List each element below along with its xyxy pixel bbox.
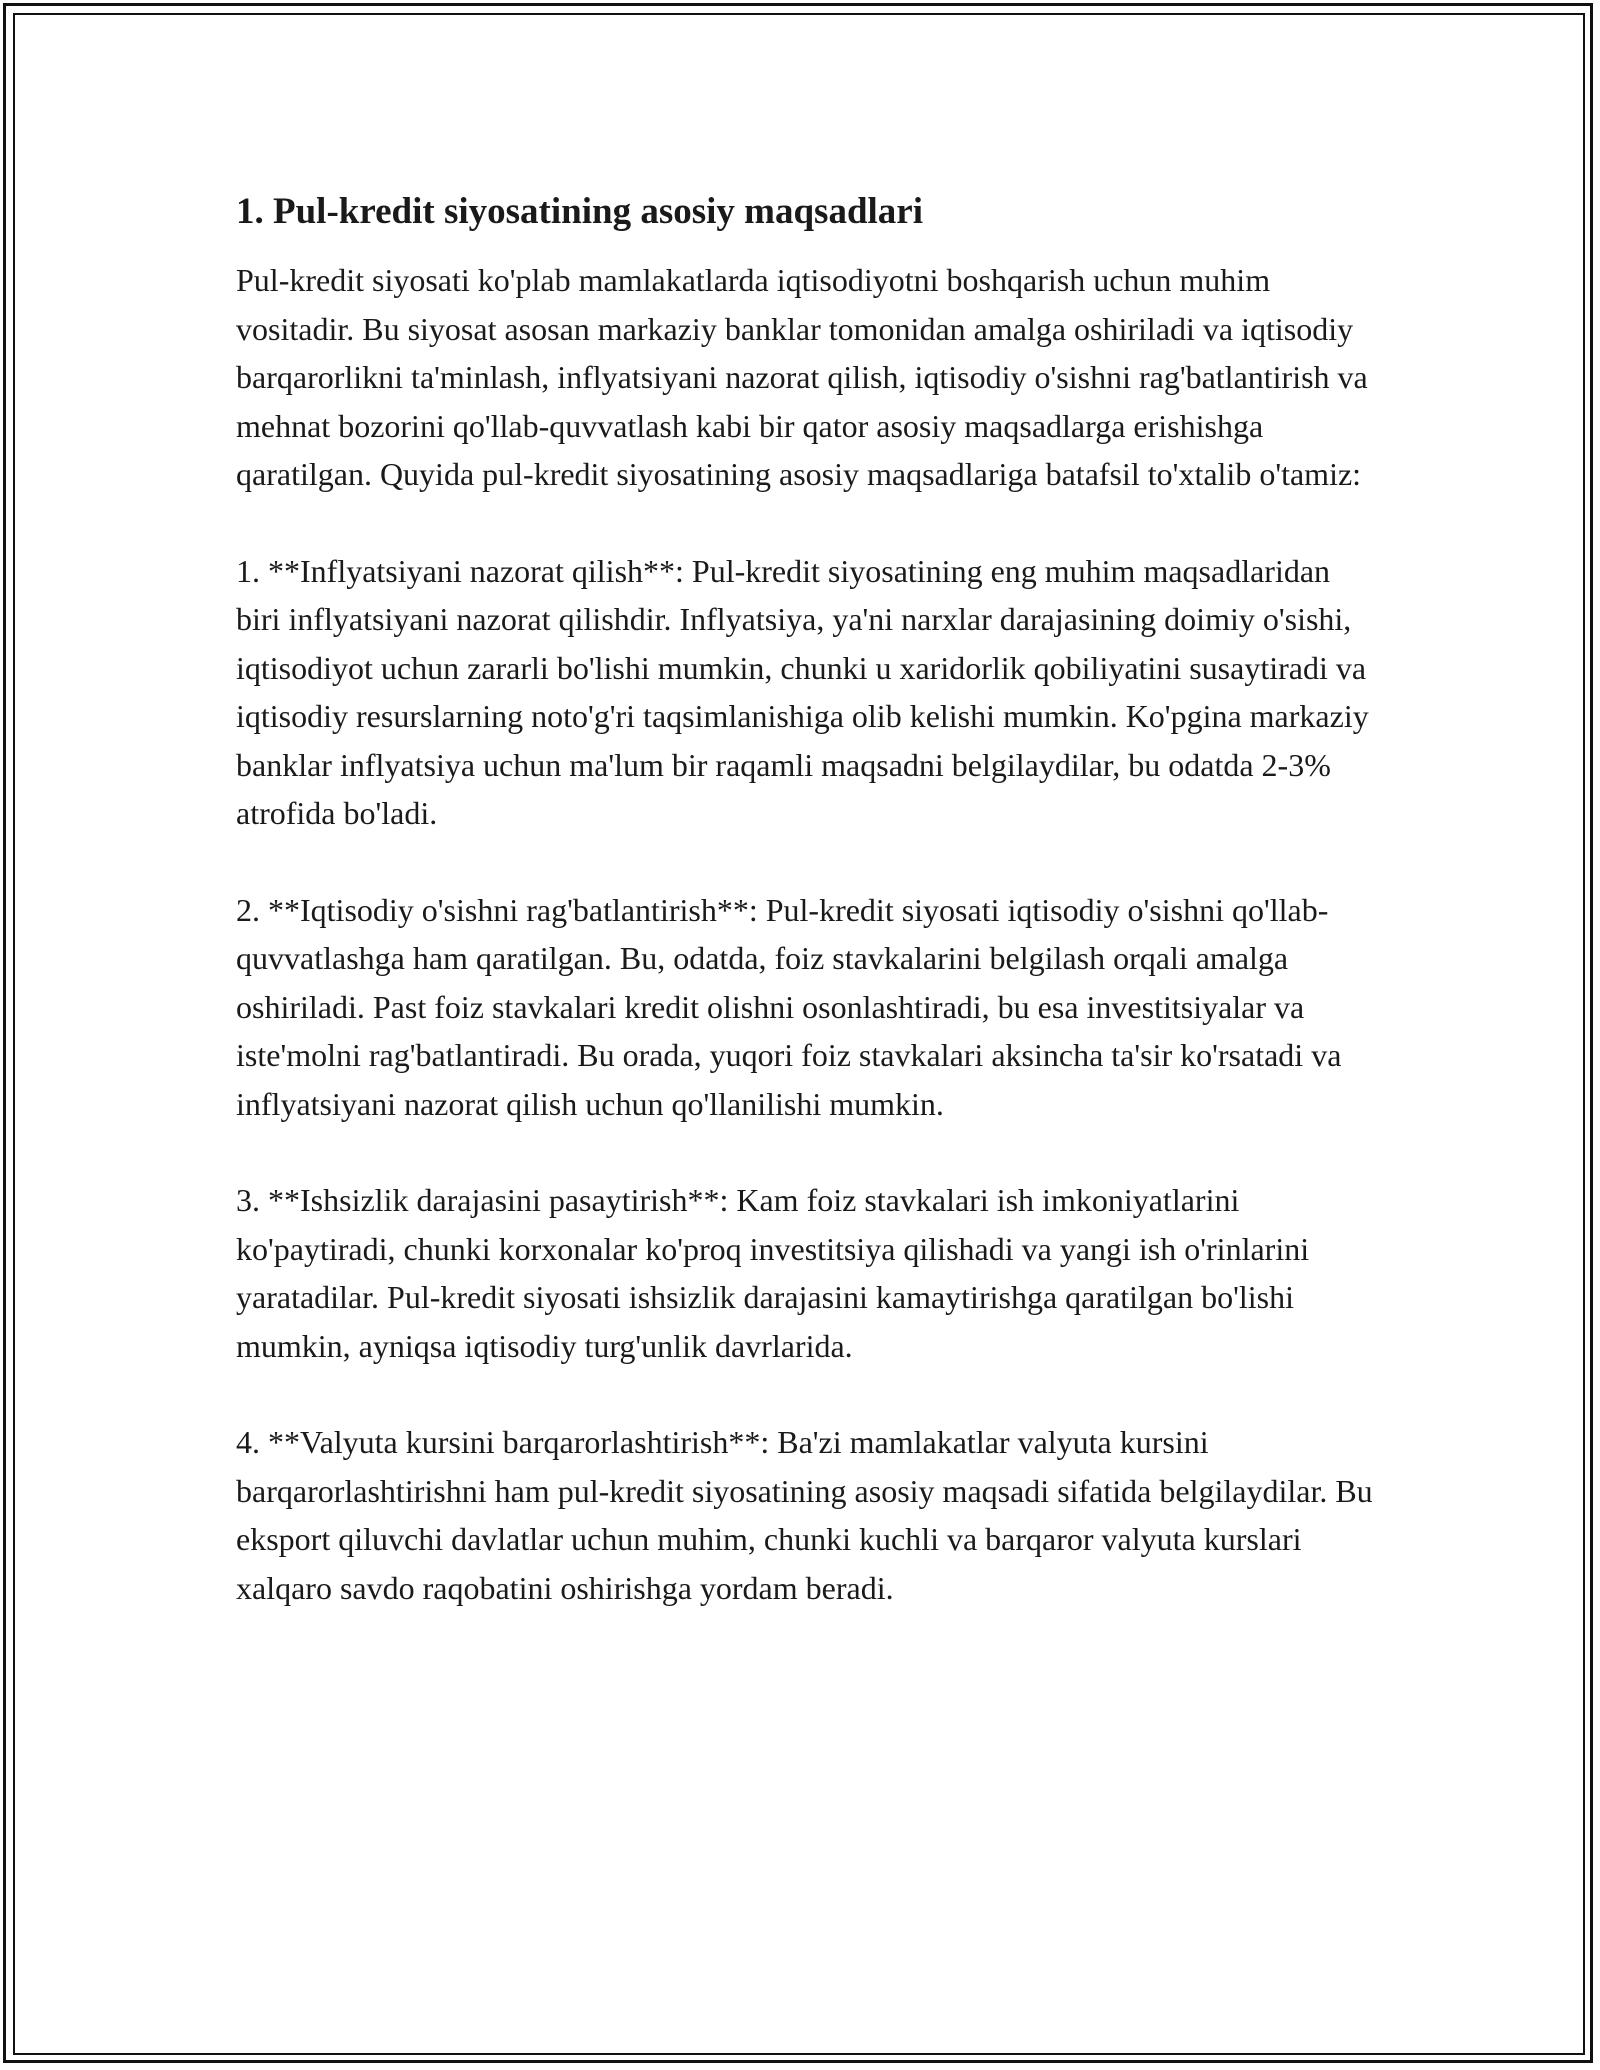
paragraph-inflation-control: 1. **Inflyatsiyani nazorat qilish**: Pul-kredit siyosatining eng muhim maqsadlaridan biri inflyatsiyani nazorat qilishdir. Inflyatsiya, ya'ni narxlar darajasining doimiy o'sishi, iqtisodiyot uchun zararli bo'lishi mumkin, chunki u xaridorlik qobiliyatini susaytiradi va iqtisodiy resurslarning noto'g'ri taqsimlanishiga olib kelishi mumkin. Ko'pgina markaziy banklar inflyatsiya uchun ma'lum bir raqamli maqsadni belgilaydilar, bu odatda 2-3% atrofida bo'ladi. [236,552,1369,831]
paragraph-unemployment: 3. **Ishsizlik darajasini pasaytirish**: Kam foiz stavkalari ish imkoniyatlarini ko'paytiradi, chunki korxonalar ko'proq investitsiya qilishadi va yangi ish o'rinlarini yaratadilar. Pul-kredit siyosati ishsizlik darajasini kamaytirishga qaratilgan bo'lishi mumkin, ayniqsa iqtisodiy turg'unlik davrlarida. [236,1182,1310,1364]
section-heading: 1. Pul-kredit siyosatining asosiy maqsadlari [236,191,924,232]
paragraph-exchange-rate: 4. **Valyuta kursini barqarorlashtirish**: Ba'zi mamlakatlar valyuta kursini barqarorlashtirishni ham pul-kredit siyosatining asosiy maqsadi sifatida belgilaydilar. Bu eksport qiluvchi davlatlar uchun muhim, chunki kuchli va barqaror valyuta kurslari xalqaro savdo raqobatini oshirishga yordam beradi. [236,1424,1373,1606]
paragraph-economic-growth: 2. **Iqtisodiy o'sishni rag'batlantirish**: Pul-kredit siyosati iqtisodiy o'sishni qo'llab-quvvatlashga ham qaratilgan. Bu, odatda, foiz stavkalarini belgilash orqali amalga oshiriladi. Past foiz stavkalari kredit olishni osonlashtiradi, bu esa investitsiyalar va iste'molni rag'batlantiradi. Bu orada, yuqori foiz stavkalari aksincha ta'sir ko'rsatadi va inflyatsiyani nazorat qilish uchun qo'llanilishi mumkin. [236,891,1342,1122]
intro-paragraph: Pul-kredit siyosati ko'plab mamlakatlarda iqtisodiyotni boshqarish uchun muhim vositadir. Bu siyosat asosan markaziy banklar tomonidan amalga oshiriladi va iqtisodiy barqarorlikni ta'minlash, inflyatsiyani nazorat qilish, iqtisodiy o'sishni rag'batlantirish va mehnat bozorini qo'llab-quvvatlash kabi bir qator asosiy maqsadlarga erishishga qaratilgan. Quyida pul-kredit siyosatining asosiy maqsadlariga batafsil to'xtalib o'tamiz: [236,262,1368,492]
document-body [236,188,1376,1660]
